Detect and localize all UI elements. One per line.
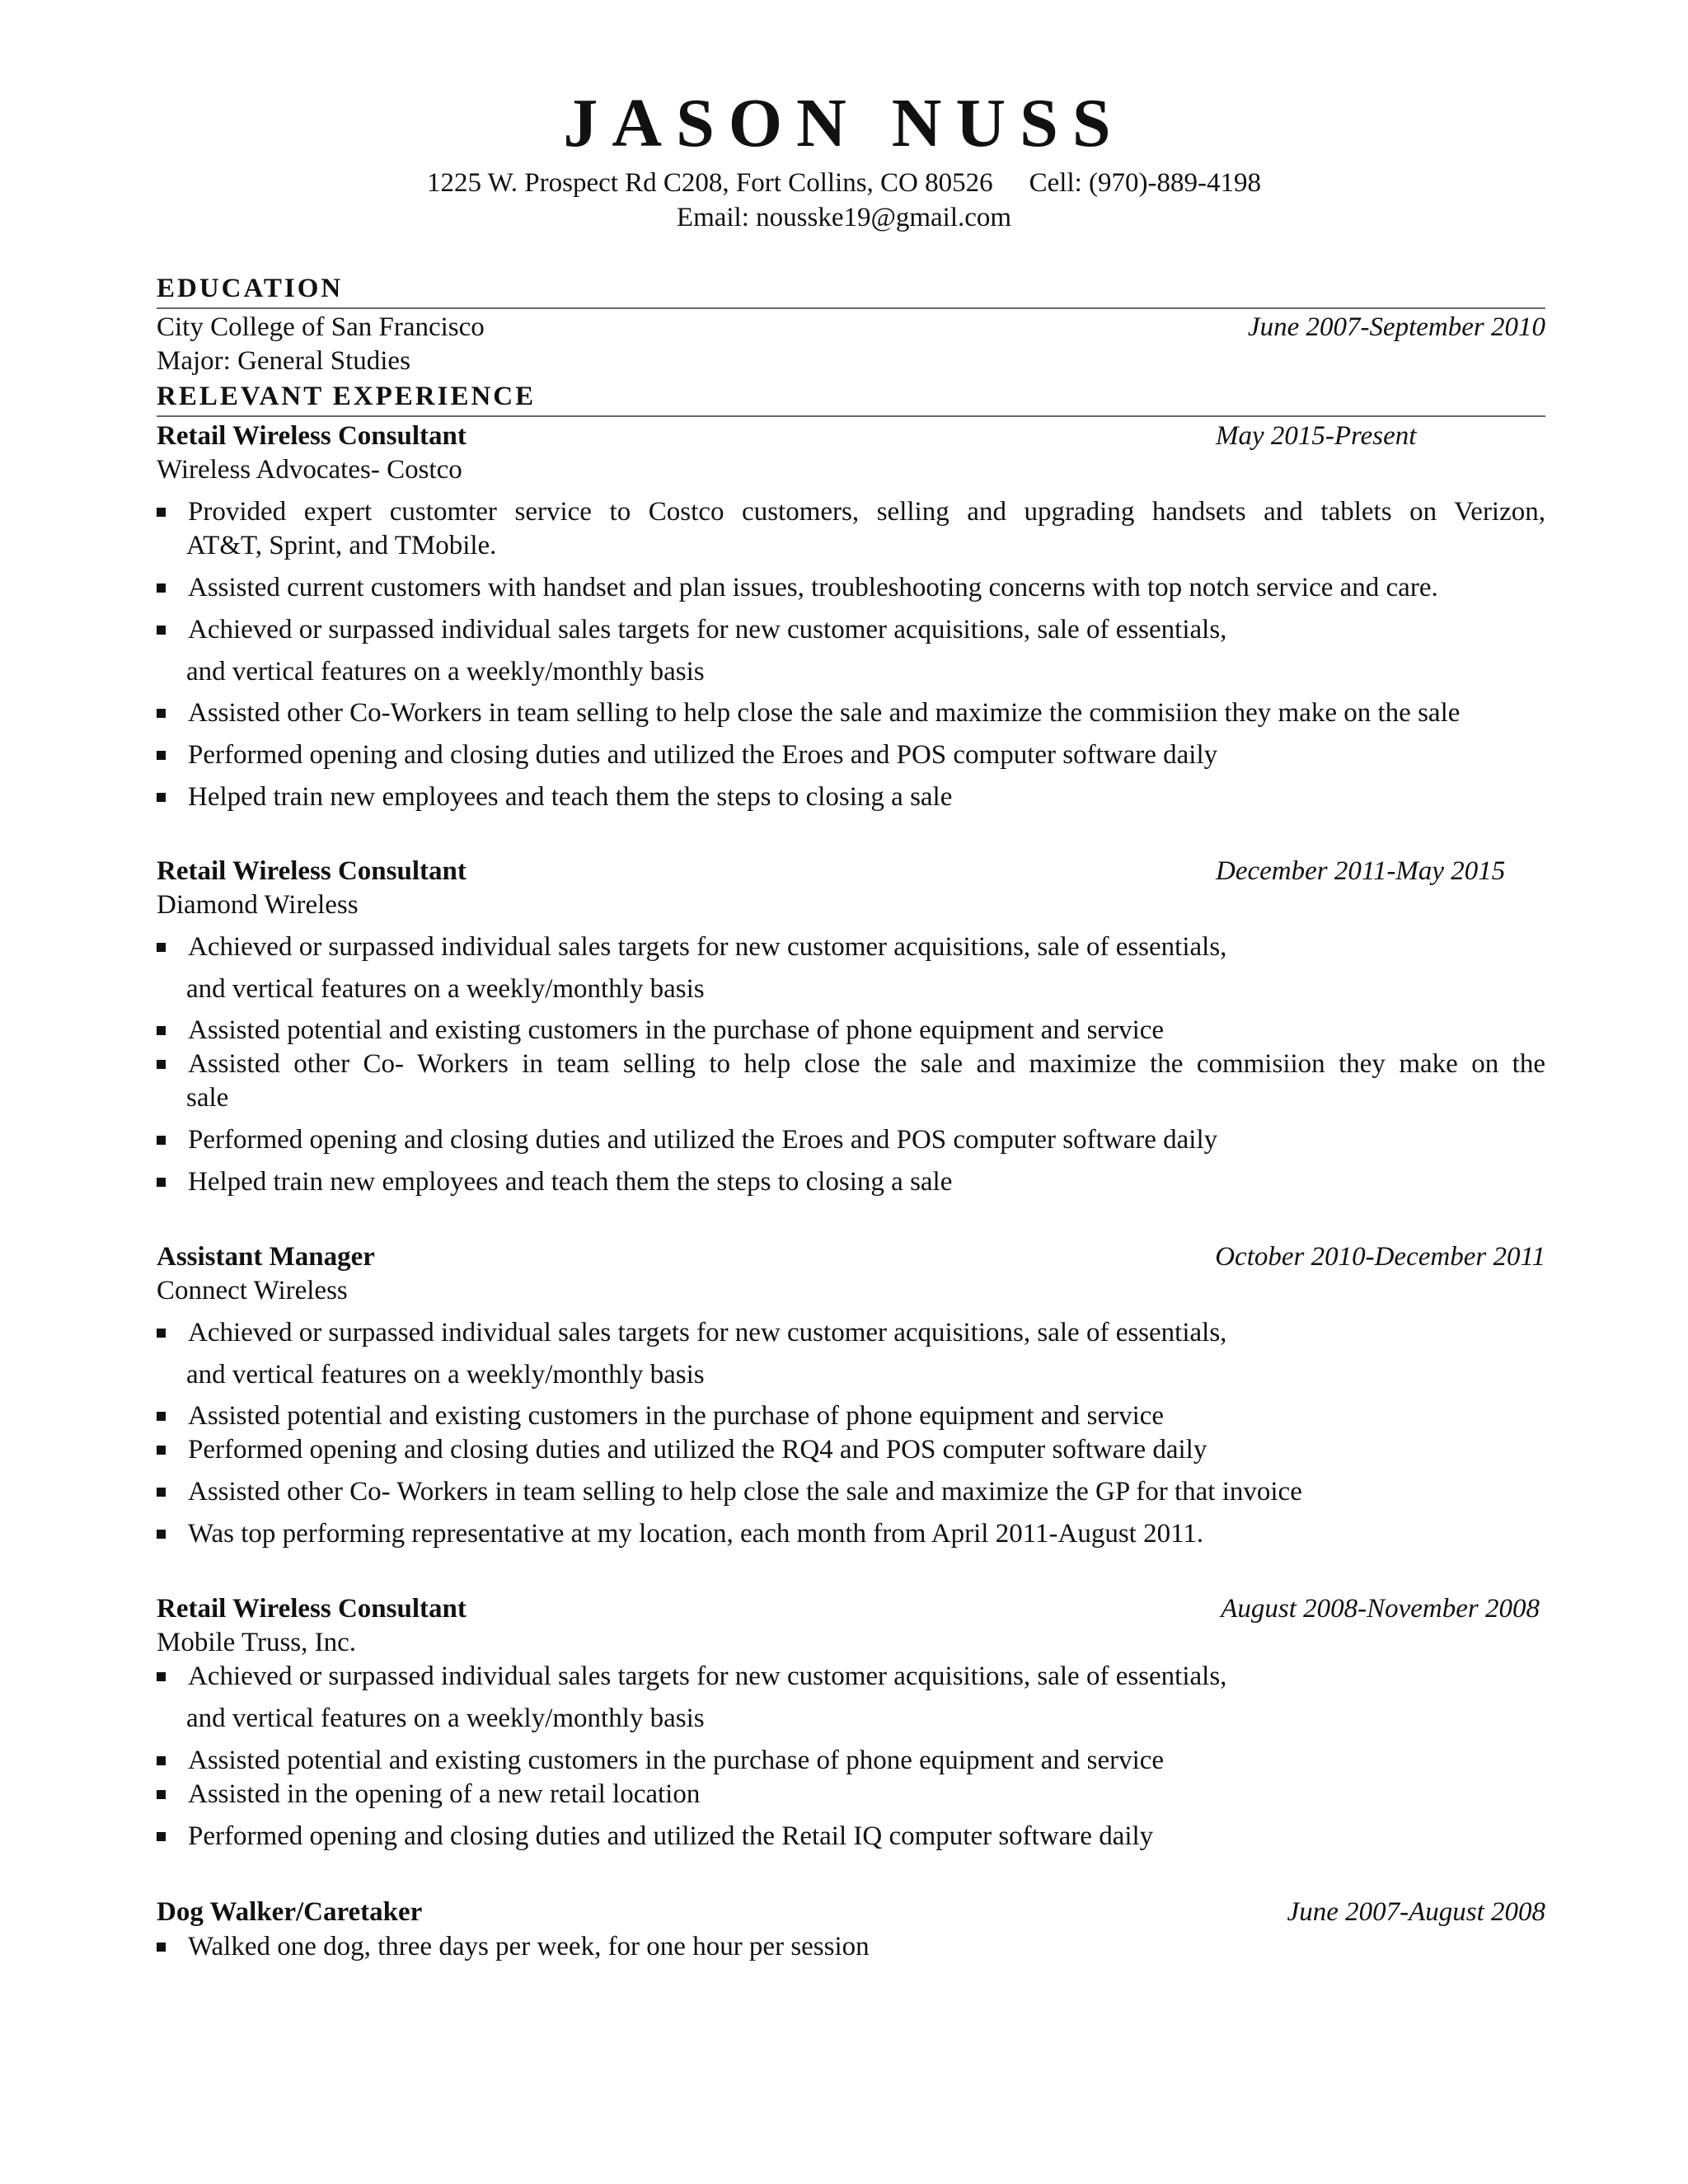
bullet-square-icon [157,751,166,760]
job-dates: October 2010-December 2011 [1215,1242,1545,1272]
company-name: Diamond Wireless [157,890,359,920]
company-name: Mobile Truss, Inc. [157,1628,357,1657]
bullet-square-icon [157,1832,166,1841]
major: Major: General Studies [157,346,410,376]
bullet-square-icon [157,943,166,952]
bullet-continuation: and vertical features on a weekly/monthly basis [186,974,705,1004]
education-dates: June 2007-September 2010 [1247,312,1545,342]
bullet-square-icon [157,793,166,802]
bullet-square-icon [157,583,166,593]
bullet-square-icon [157,508,166,517]
bullet-square-icon [157,1943,166,1952]
candidate-name: JASON NUSS [563,85,1125,162]
bullet-square-icon [157,626,166,635]
job-title: Retail Wireless Consultant [157,1594,467,1624]
bullet-square-icon [157,1329,166,1338]
job-dates: December 2011-May 2015 [1216,856,1506,886]
job-dates: August 2008-November 2008 [1221,1594,1540,1624]
experience-heading: RELEVANT EXPERIENCE [157,382,537,411]
section-divider [157,415,1545,417]
bullet-square-icon [157,1756,166,1765]
bullet-continuation: and vertical features on a weekly/monthly basis [186,1704,705,1733]
contact-line [0,170,1688,197]
bullet-square-icon [157,1026,166,1035]
job-title: Dog Walker/Caretaker [157,1897,423,1927]
job-title: Retail Wireless Consultant [157,421,467,451]
job-title: Assistant Manager [157,1242,375,1272]
bullet-square-icon [157,1790,166,1799]
bullet-square-icon [157,1178,166,1187]
bullet-square-icon [157,1446,166,1455]
company-name: Wireless Advocates- Costco [157,455,462,485]
company-name: Connect Wireless [157,1276,348,1305]
bullet-continuation: AT&T, Sprint, and TMobile. [186,531,497,560]
bullet-continuation: and vertical features on a weekly/monthly basis [186,1360,705,1390]
education-heading: EDUCATION [157,274,344,303]
bullet-square-icon [157,1412,166,1421]
job-dates: June 2007-August 2008 [1287,1897,1545,1927]
job-dates: May 2015-Present [1216,421,1417,451]
section-divider [157,307,1545,309]
email: Email: nousske19@gmail.com [676,203,1012,232]
bullet-square-icon [157,1530,166,1539]
bullet-square-icon [157,1136,166,1145]
bullet-square-icon [157,1488,166,1497]
bullet-square-icon [157,1672,166,1681]
school-name: City College of San Francisco [157,312,485,342]
bullet-square-icon [157,1060,166,1069]
resume-page: JASON NUSS 1225 W. Prospect Rd C208, Fort Collins, CO 80526 Cell: (970)-889-4198 Email: nousske19@gmail.com EDUCATION City College of San Francisco June 2007-September 2010 Major: General Studies RELEVANT EXPERIENCE Retail Wireless Consultant May 2015-Present Wireless Advocates- Costco Provided expert customter service to Costco customers, selling and upgrading handsets and tablets on Verizon, AT&T, Sprint, and TMobile. Assisted current customers with handset and plan issues, troubleshooting concerns with top notch service and care. Achieved or surpassed individual sales targets for new customer acquisitions, sale of essentials, and vertical features on a weekly/monthly basis Assisted other Co-Workers in team selling to help close the sale and maximize the commisiion they make on the sale Performed opening and closing duties and utilized the Eroes and POS computer software daily Helped train new employees and teach them the steps to closing a sale Retail Wireless Consultant December 2011-May 2015 Diamond Wireless Achieved or surpassed individual sales targets for new customer acquisitions, sale of essentials, and vertical features on a weekly/monthly basis Assisted potential and existing customers in the purchase of phone equipment and service Assisted other Co- Workers in team selling to help close the sale and maximize the commisiion they make on the sale Performed opening and closing duties and utilized the Eroes and POS computer software daily Helped train new employees and teach them the steps to closing a sale Assistant Manager October 2010-December 2011 Connect Wireless Achieved or surpassed individual sales targets for new customer acquisitions, sale of essentials, and vertical features on a weekly/monthly basis Assisted potential and existing customers in the purchase of phone equipment and service Performed opening and closing duties and utilized the RQ4 and POS computer software daily Assisted other Co- Workers in team selling to help close the sale and maximize the GP for that invoice Was top performing representative at my location, each month from April 2011-August 2011. Retail Wireless Consultant August 2008-November 2008 Mobile Truss, Inc. Achieved or surpassed individual sales targets for new customer acquisitions, sale of essentials, and vertical features on a weekly/monthly basis Assisted potential and existing customers in the purchase of phone equipment and service Assisted in the opening of a new retail location Performed opening and closing duties and utilized the Retail IQ computer software daily Dog Walker/Caretaker June 2007-August 2008 Walked one dog, three days per week, for one hour per session [0,0,1688,2184]
bullet-continuation: sale [186,1083,229,1113]
bullet-continuation: and vertical features on a weekly/monthly basis [186,657,705,687]
job-title: Retail Wireless Consultant [157,856,467,886]
cell-phone: Cell: (970)-889-4198 [1029,168,1262,198]
bullet-square-icon [157,709,166,718]
address: 1225 W. Prospect Rd C208, Fort Collins, CO 80526 [426,168,993,198]
